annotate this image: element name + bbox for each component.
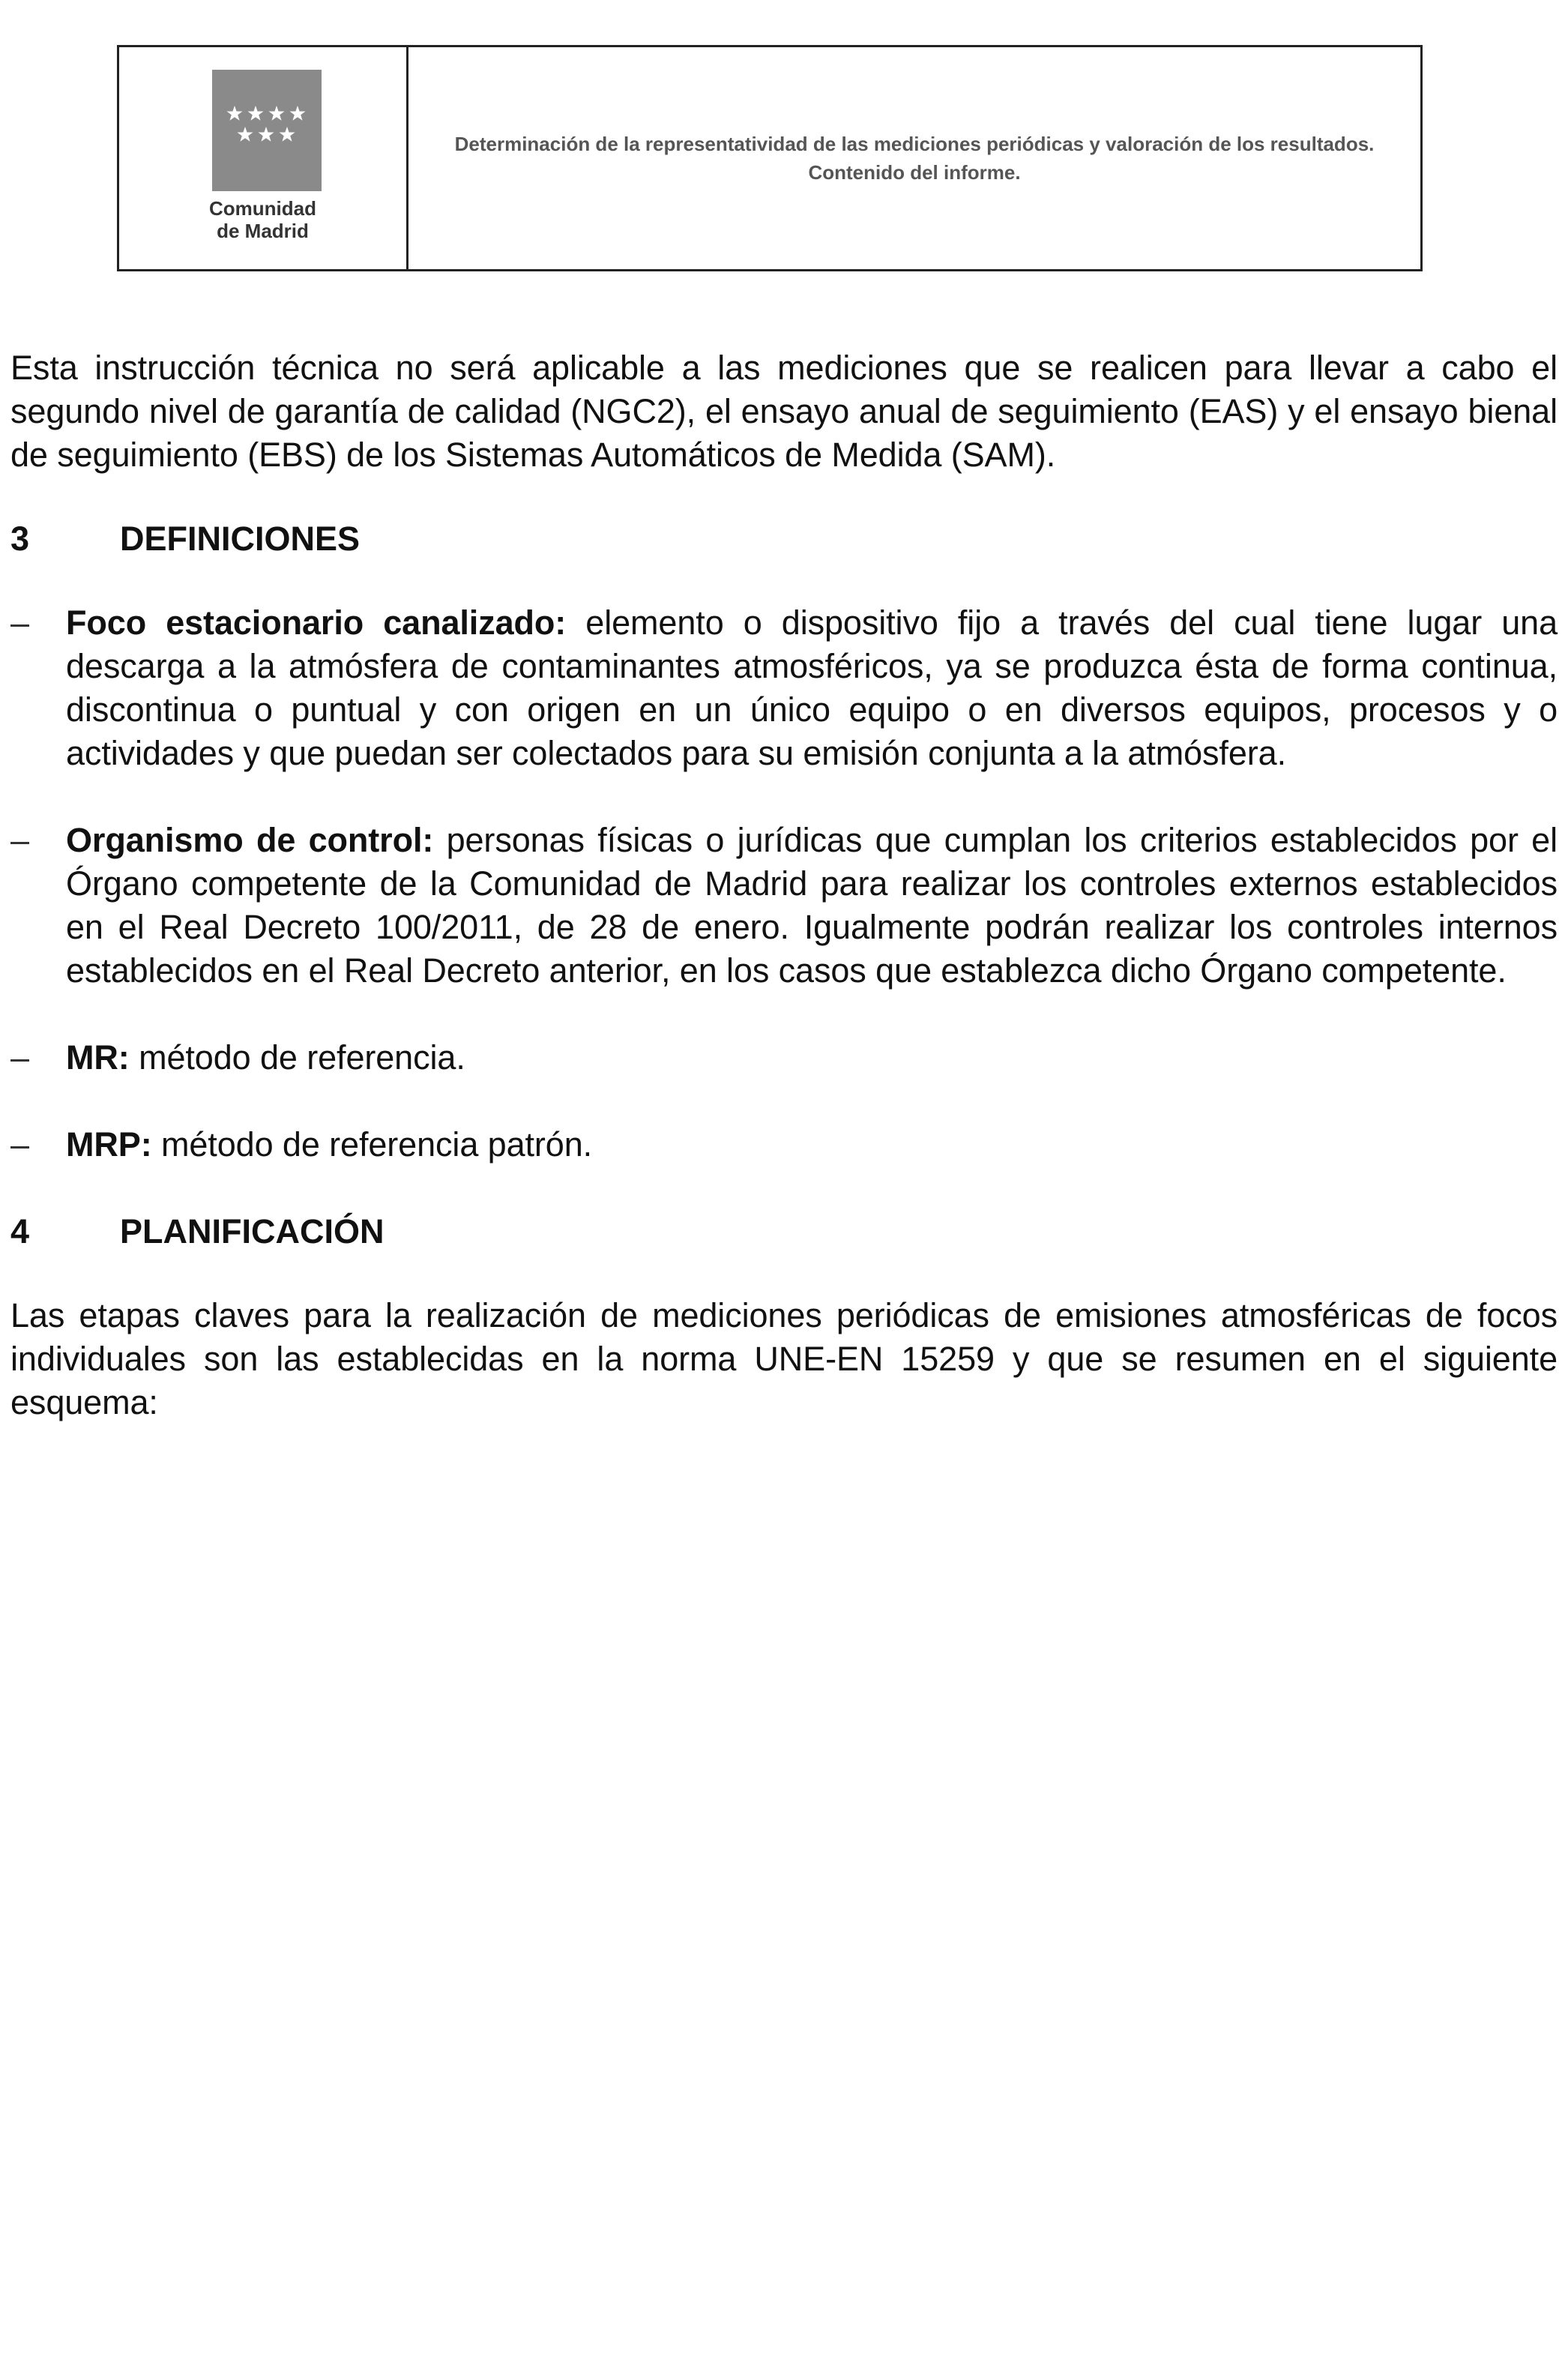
definition-text [66,1123,1558,1167]
title-cell [408,47,1420,269]
bullet-dash: – [10,603,30,642]
definition-item [10,1036,1558,1080]
section-number: 3 [10,520,30,558]
logo-text [119,197,406,242]
definition-description: elemento o dispositivo fijo a través del cual tiene lugar una descarga a la atmósfera de contaminantes atmosféricos, ya se produzca ésta de forma continua, discontinua o puntual y con origen en un único equipo o en diversos equipos, procesos y o actividades y que puedan ser colectados para su emisión conjunta a la atmósfera. [66,603,1558,772]
stars-icon [226,104,308,157]
definition-term: MRP: [66,1125,152,1164]
logo-line-1: Comunidad [209,197,316,220]
bullet-dash: – [10,1038,30,1077]
section-3-heading [10,517,1558,561]
planning-paragraph: Las etapas claves para la realización de mediciones periódicas de emisiones atmosféricas de focos individuales son las establecidas en la norma UNE-EN 15259 y que se resumen en el siguiente esquema: [10,1296,1558,1421]
definition-item [10,601,1558,775]
document-header [117,45,1423,271]
document-body [10,346,1558,1424]
definition-term: MR: [66,1038,130,1077]
definition-text [66,819,1558,993]
section-title: DEFINICIONES [120,520,361,558]
document-title: Determinación de la representatividad de las mediciones periódicas y valoración de los resultados. Contenido del informe. [454,133,1375,184]
section-4-heading [10,1210,1558,1253]
bullet-dash: – [10,821,30,859]
section-title: PLANIFICACIÓN [120,1212,385,1250]
comunidad-de-madrid-logo-icon [212,70,322,191]
definition-item [10,819,1558,993]
definition-text [66,1036,1558,1080]
logo-cell [119,47,408,269]
definition-description: personas físicas o jurídicas que cumplan los criterios establecidos por el Órgano competente de la Comunidad de Madrid para realizar los controles externos establecidos en el Real Decreto 100/2011, de 28 de enero. Igualmente podrán realizar los controles internos establecidos en el Real Decreto anterior, en los casos que establezca dicho Órgano competente. [66,821,1558,990]
logo-line-2: de Madrid [217,220,309,242]
bullet-dash: – [10,1125,30,1164]
definition-term: Organismo de control: [66,821,434,859]
intro-paragraph: Esta instrucción técnica no será aplicable a las mediciones que se realicen para llevar a cabo el segundo nivel de garantía de calidad (NGC2), el ensayo anual de seguimiento (EAS) y el ensayo bienal de seguimiento (EBS) de los Sistemas Automáticos de Medida (SAM). [10,349,1558,474]
definition-description: método de referencia patrón. [151,1125,593,1164]
definition-term: Foco estacionario canalizado: [66,603,567,642]
definition-item [10,1123,1558,1167]
definition-text [66,601,1558,775]
definition-description: método de referencia. [129,1038,465,1077]
section-number: 4 [10,1212,30,1250]
